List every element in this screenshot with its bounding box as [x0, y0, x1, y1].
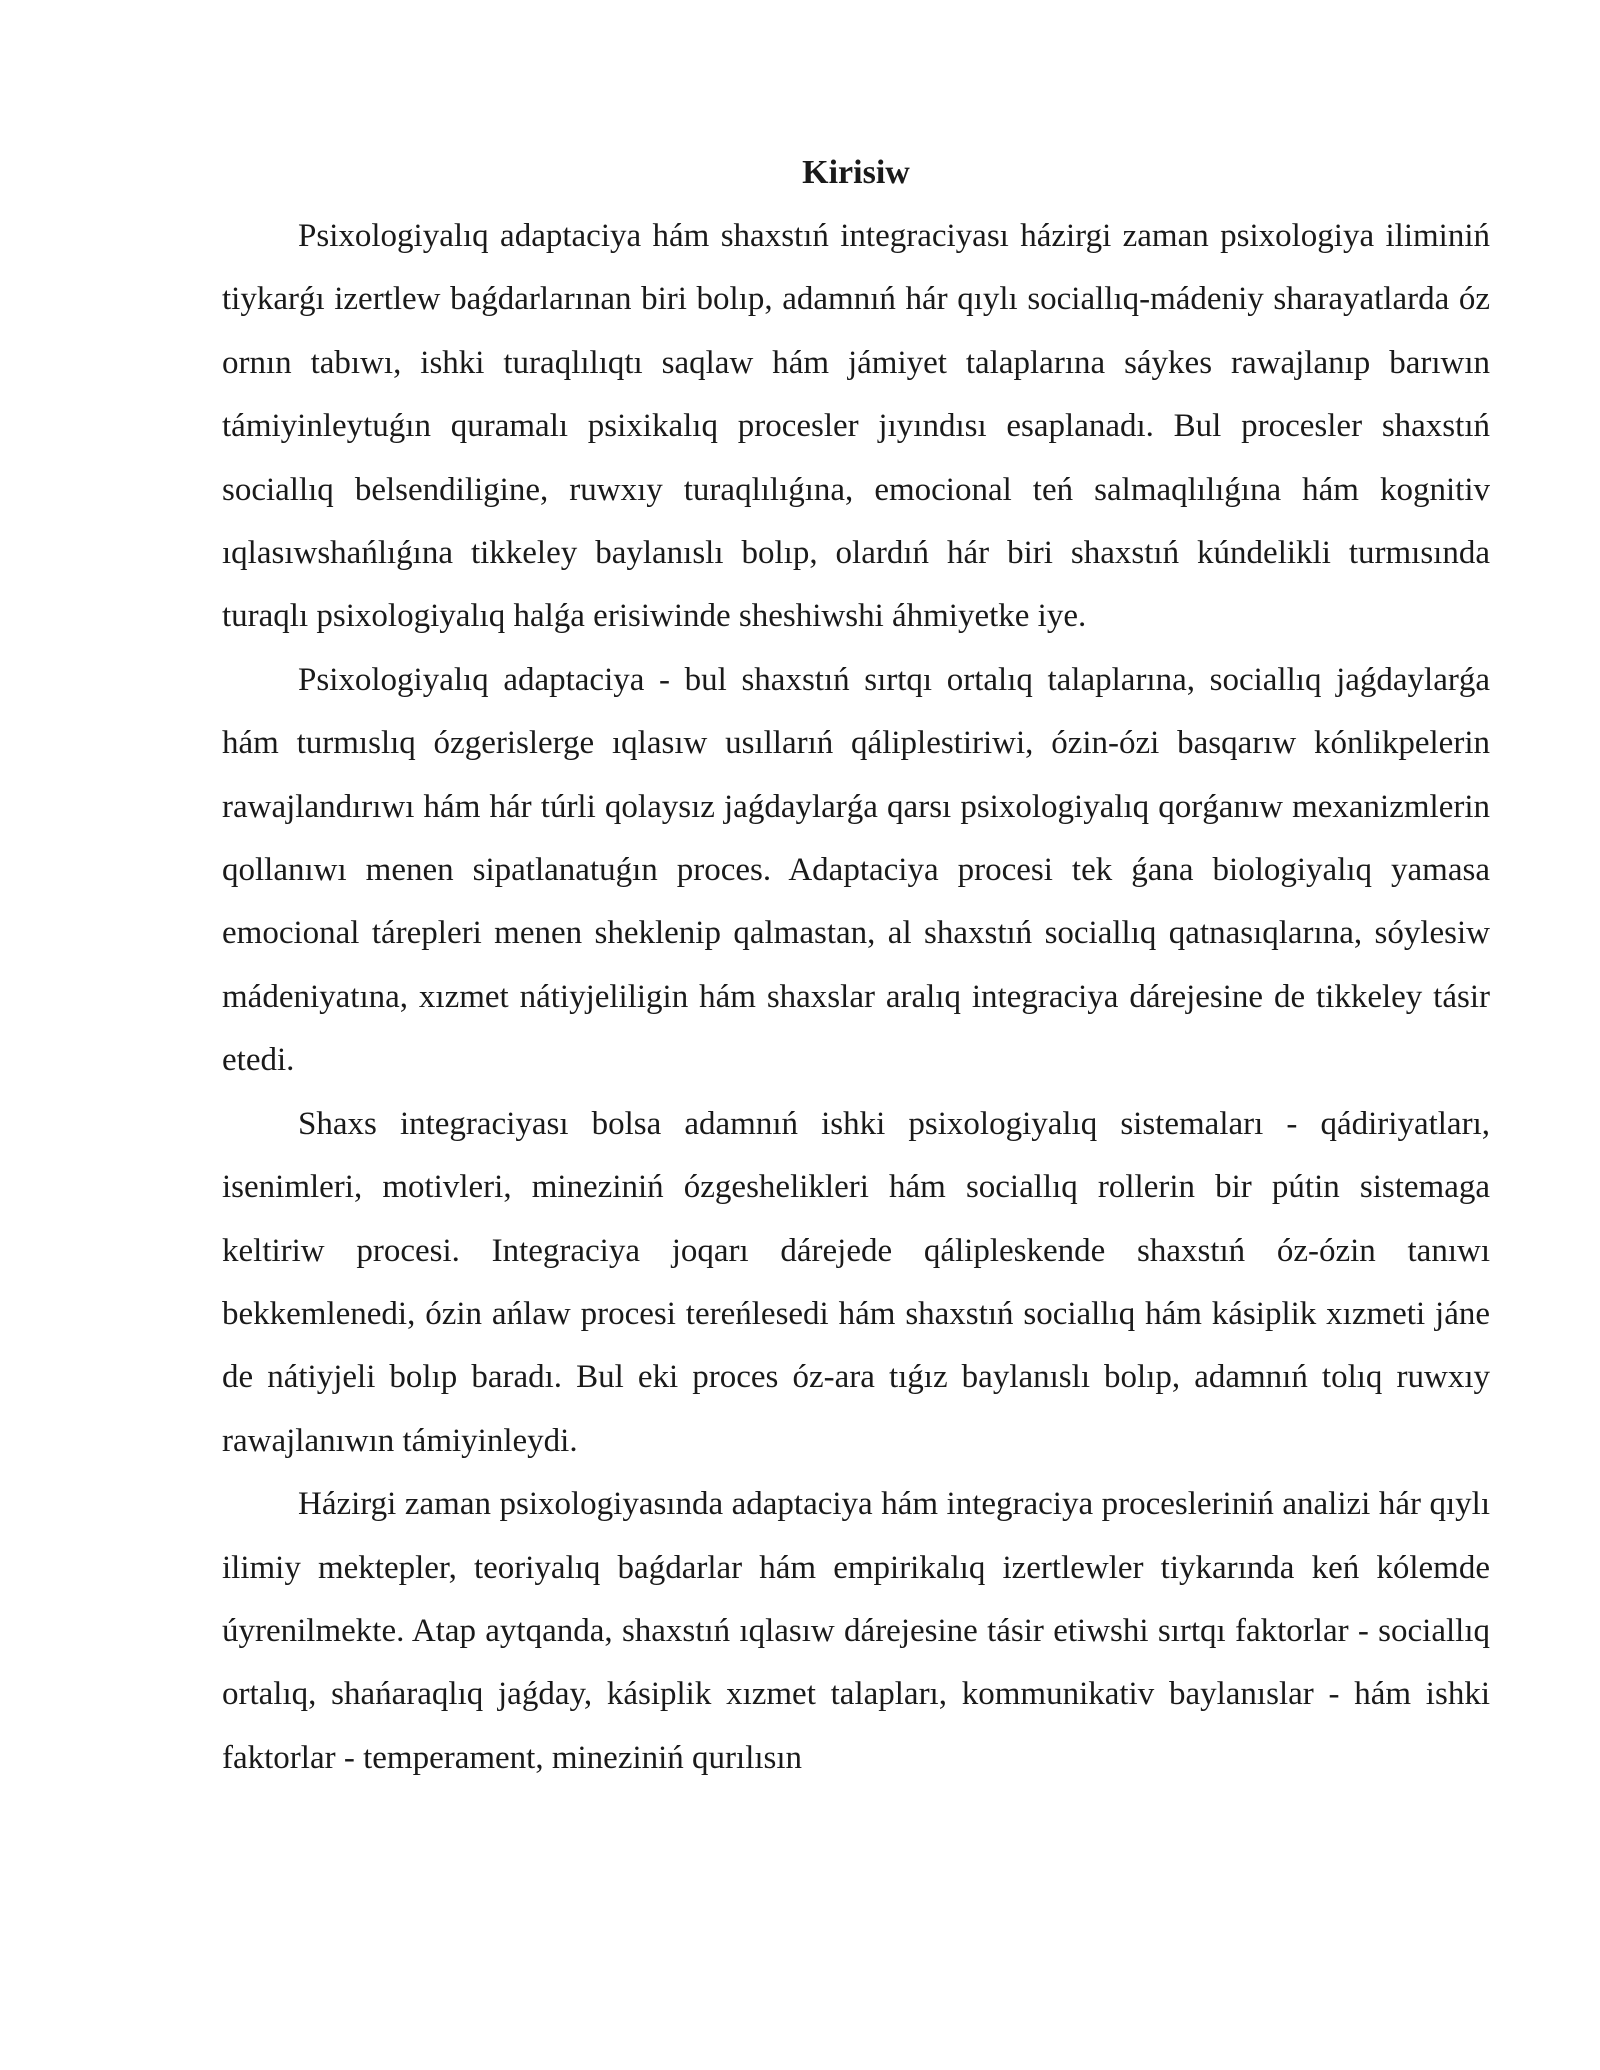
paragraph-3: Shaxs integraciyası bolsa adamnıń ishki psixologiyalıq sistemaları - qádiriyatları, isenimleri, motivleri, mineziniń ózgeshelikleri hám sociallıq rollerin bir pútin sistemaga keltiriw procesi. Integraciya joqarı dárejede qálipleskende shaxstıń óz-ózin tanıwı bekkemlenedi, ózin ańlaw procesi tereńlesedi hám shaxstıń sociallıq hám kásiplik xızmeti jáne de nátiyjeli bolıp baradı. Bul eki proces óz-ara tıǵız baylanıslı bolıp, adamnıń tolıq ruwxıy rawajlanıwın támiyinleydi.	[222, 1105, 1490, 1459]
document-body	[222, 147, 1490, 1790]
paragraph-1: Psixologiyalıq adaptaciya hám shaxstıń integraciyası házirgi zaman psixologiya iliminiń tiykarǵı izertlew baǵdarlarınan biri bolıp, adamnıń hár qıylı sociallıq-mádeniy sharayatlarda óz ornın tabıwı, ishki turaqlılıqtı saqlaw hám jámiyet talaplarına sáykes rawajlanıp barıwın támiyinleytuǵın quramalı psixikalıq procesler jıyındısı esaplanadı. Bul procesler shaxstıń sociallıq belsendiligine, ruwxıy turaqlılıǵına, emocional teń salmaqlılıǵına hám kognitiv ıqlasıwshańlıǵına tikkeley baylanıslı bolıp, olardıń hár biri shaxstıń kúndelikli turmısında turaqlı psixologiyalıq halǵa erisiwinde sheshiwshi áhmiyetke iye.	[222, 218, 1490, 635]
document-title: Kirisiw	[802, 154, 910, 191]
paragraph-2: Psixologiyalıq adaptaciya - bul shaxstıń sırtqı ortalıq talaplarına, sociallıq jaǵdaylarǵa hám turmıslıq ózgerislerge ıqlasıw usıllarıń qáliplestiriwi, ózin-ózi basqarıw kónlikpelerin rawajlandırıwı hám hár túrli qolaysız jaǵdaylarǵa qarsı psixologiyalıq qorǵanıw mexanizmlerin qollanıwı menen sipatlanatuǵın proces. Adaptaciya procesi tek ǵana biologiyalıq yamasa emocional tárepleri menen sheklenip qalmastan, al shaxstıń sociallıq qatnasıqlarına, sóylesiw mádeniyatına, xızmet nátiyjeliligin hám shaxslar aralıq integraciya dárejesine de tikkeley tásir etedi.	[222, 661, 1490, 1079]
paragraph-4: Házirgi zaman psixologiyasında adaptaciya hám integraciya procesleriniń analizi hár qıylı ilimiy mektepler, teoriyalıq baǵdarlar hám empirikalıq izertlewler tiykarında keń kólemde úyrenilmekte. Atap aytqanda, shaxstıń ıqlasıw dárejesine tásir etiwshi sırtqı faktorlar - sociallıq ortalıq, shańaraqlıq jaǵday, kásiplik xızmet talapları, kommunikativ baylanıslar - hám ishki faktorlar - temperament, mineziniń qurılısın	[222, 1486, 1490, 1776]
